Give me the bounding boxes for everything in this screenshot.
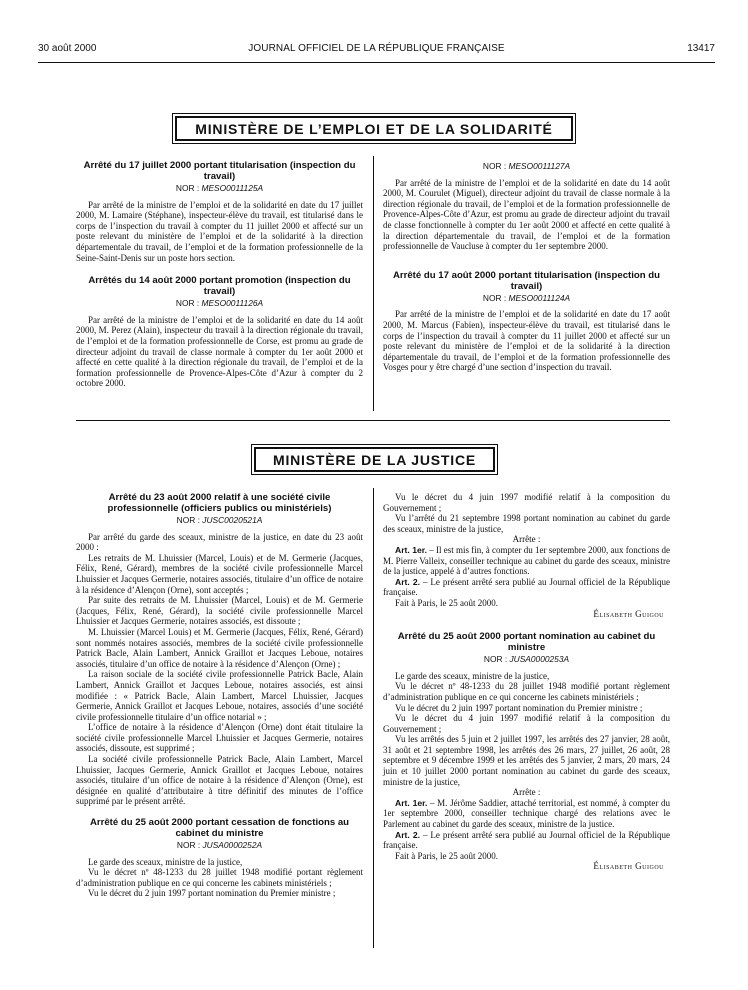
running-header [38,43,715,61]
section-rule [76,420,670,421]
decree-body: Par arrêté de la ministre de l’emploi et de la solidarité en date du 17 août 2000, M. Marcus (Fabien), inspecteur-élève du travail, est titularisé dans le corps de l’inspection du travail à compter du 11 juillet 2000 et affecté sur un poste relevant du ministère de l’emploi et de la solidarité à la direction départementale du travail, de l’emploi et de la formation professionnelle des Vosges pour y être chargé d’une section d’inspection du travail. [383,309,670,373]
decree-title: Arrêté du 17 août 2000 portant titularisation (inspection du travail) [392,269,661,292]
nor-reference: NOR : MESO0011125A [175,183,264,193]
right-column-justice [383,492,670,872]
article: Art. 2. – Le présent arrêté sera publié au Journal officiel de la République française. [383,576,670,598]
decree-title: Arrêté du 25 août 2000 portant cessation de fonctions au cabinet du ministre [89,817,350,840]
article: Art. 1er. – Il est mis fin, à compter du 1er septembre 2000, aux fonctions de M. Pierre Valleix, conseiller technique au cabinet du garde des sceaux, ministre de la justice, appelé à d’autres fonctions. [383,544,670,577]
decree-paragraph: Le garde des sceaux, ministre de la justice, [395,670,550,681]
done-at: Fait à Paris, le 25 août 2000. [395,597,498,608]
issue-date: 30 août 2000 [38,43,97,54]
nor-reference: NOR : JUSA0000253A [483,654,570,665]
decree-paragraph: Vu le décret nº 48-1233 du 28 juillet 1948 modifié portant règlement d’administration publique en ce qui concerne les cabinets ministériels ; [76,867,363,888]
right-column-emploi [383,161,670,373]
decree-paragraph: Le garde des sceaux, ministre de la justice, [88,856,243,867]
decree-paragraph: Vu le décret du 2 juin 1997 portant nomination du Premier ministre ; [88,888,336,899]
nor-reference: NOR : JUSC0020521A [176,515,263,525]
nor-reference: NOR : MESO0011126A [175,298,264,309]
done-at: Fait à Paris, le 25 août 2000. [395,850,498,861]
ministry-heading: MINISTÈRE DE L’EMPLOI ET DE LA SOLIDARITÉ [175,116,573,141]
decree-paragraph: La société civile professionnelle Patrick Bacle, Alain Lambert, Marcel Lhuissier, Jacques Germerie, Annick Graillot et Jacques Leboue, notaires associés, titulaire d’un office de notaire à la résidence d’Alençon (Orne), est désignée en qualité d’attributaire à titre définitif des minutes de l’office supprimé par le présent arrêté. [76,754,363,807]
nor-reference: NOR : JUSA0000252A [176,840,263,851]
article: Art. 1er. – M. Jérôme Saddier, attaché territorial, est nommé, à compter du 1er septembre 2000, conseiller technique chargé des relations avec le Parlement au cabinet du garde des sceaux, ministre de la justice. [383,797,670,830]
decree-body: Par arrêté de la ministre de l’emploi et de la solidarité en date du 17 juillet 2000, M. Lamaire (Stéphane), inspecteur-élève du travail, est titularisé dans le corps de l’inspection du travail à compter du 11 juillet 2000 et affecté sur un poste relevant du ministère de l’emploi et de la solidarité à la direction départementale du travail, de l’emploi et de la formation professionnelle de la Seine-Saint-Denis sur un poste hors section. [76,199,363,263]
signature: Élisabeth Guigou [593,861,664,872]
decree-title: Arrêtés du 14 août 2000 portant promotion (inspection du travail) [88,275,351,298]
nor-reference: NOR : MESO0011127A [482,161,571,171]
article: Art. 2. – Le présent arrêté sera publié au Journal officiel de la République française. [383,829,670,851]
page-number: 13417 [687,43,715,54]
column-divider [373,156,374,411]
decree-title: Arrêté du 17 juillet 2000 portant titularisation (inspection du travail) [83,160,356,182]
left-column-emploi [76,160,363,389]
ministry-heading-box [172,113,576,144]
signature: Élisabeth Guigou [593,608,664,619]
decree-paragraph: Vu le décret du 4 juin 1997 modifié relatif à la composition du Gouvernement ; [383,492,670,513]
decree-title: Arrêté du 25 août 2000 portant nomination au cabinet du ministre [397,631,656,654]
decree-paragraph: M. Lhuissier (Marcel Louis) et M. Germerie (Jacques, Félix, René, Gérard) sont nommés notaires associés, membres de la société civile professionnelle Patrick Bacle, Alain Lambert, Annick Graillot et Jacques Leboue, notaires associés, titulaire d’un office de notaire à la résidence d’Alençon (Orne) ; [76,626,363,669]
left-column-justice [76,492,363,899]
decree-body: Par arrêté de la ministre de l’emploi et de la solidarité en date du 14 août 2000, M. Perez (Alain), inspecteur du travail à la direction régionale du travail, de l’emploi et de la formation professionnelle de Corse, est promu au grade de directeur adjoint du travail de classe normale à compter du 1er août 2000 et affecté en cette qualité à la direction régionale du travail, de l’emploi et de la formation professionnelle de Provence-Alpes-Côte d’Azur à compter du 2 octobre 2000. [76,314,363,389]
decree-title: Arrêté du 23 août 2000 relatif à une société civile professionnelle (officiers publics ou ministériels) [107,492,332,514]
journal-title: JOURNAL OFFICIEL DE LA RÉPUBLIQUE FRANÇAISE [248,43,505,54]
decree-paragraph: Vu le décret du 4 juin 1997 modifié relatif à la composition du Gouvernement ; [383,713,670,734]
decree-paragraph: Vu le décret nº 48-1233 du 28 juillet 1948 modifié portant règlement d’administration publique en ce qui concerne les cabinets ministériels ; [383,681,670,702]
nor-reference: NOR : MESO0011124A [482,292,571,303]
decree-paragraph: Les retraits de M. Lhuissier (Marcel, Louis) et de M. Germerie (Jacques, Félix, René, Gérard), membres de la société civile professionnelle Marcel Lhuissier et Jacques Germerie, notaires associés, titulaire d’un office de notaire à la résidence d’Alençon (Orne), sont acceptés ; [76,552,363,595]
decree-paragraph: Par arrêté du garde des sceaux, ministre de la justice, en date du 23 août 2000 : [76,531,363,553]
header-rule [38,62,715,63]
decree-paragraph: Par suite des retraits de M. Lhuissier (Marcel, Louis) et de M. Germerie (Jacques, Félix, René, Gérard), la société civile professionnelle Marcel Lhuissier et Jacques Germerie, notaires associés, est dissoute ; [76,595,363,627]
arrete-label: Arrête : [512,534,541,545]
decree-body: Par arrêté de la ministre de l’emploi et de la solidarité en date du 14 août 2000, M. Courulet (Miguel), directeur adjoint du travail de classe normale à la direction régionale du travail, de l’emploi et de la formation professionnelle de Provence-Alpes-Côte d’Azur, est promu au grade de directeur adjoint du travail de classe fonctionnelle à compter du 1er août 2000 et affecté en cette qualité à la direction départementale du travail, de l’emploi et de la formation professionnelle de Vaucluse à compter du 1er septembre 2000. [383,177,670,252]
ministry-heading-box [251,444,498,475]
decree-paragraph: Vu le décret du 2 juin 1997 portant nomination du Premier ministre ; [395,702,643,713]
decree-paragraph: Vu les arrêtés des 5 juin et 2 juillet 1997, les arrêtés des 27 janvier, 28 août, 31 août et 21 septembre 1998, les arrêtés des 26 mars, 27 juillet, 26 août, 28 septembre et 9 décembre 1999 et les arrêtés des 5 janvier, 2 mars, 20 mars, 24 juin et 10 juillet 2000 portant nomination au cabinet du garde des sceaux, ministre de la justice, [383,734,670,787]
decree-paragraph: L’office de notaire à la résidence d’Alençon (Orne) dont était titulaire la société civile professionnelle Marcel Lhuissier et Jacques Germerie, notaires associés, dissoute, est supprimé ; [76,722,363,754]
ministry-heading: MINISTÈRE DE LA JUSTICE [254,447,495,472]
arrete-label: Arrête : [512,787,541,798]
decree-paragraph: Vu l’arrêté du 21 septembre 1998 portant nomination au cabinet du garde des sceaux, ministre de la justice, [383,513,670,534]
column-divider [373,488,374,948]
decree-paragraph: La raison sociale de la société civile professionnelle Patrick Bacle, Alain Lambert, Annick Graillot et Jacques Leboue, notaires associés, est ainsi modifiée : « Patrick Bacle, Alain Lambert, Marcel Lhuissier, Jacques Germerie, Annick Graillot et Jacques Leboue, notaires, associés d’une société civile professionnelle titulaire d’un office notarial » ; [76,669,363,722]
